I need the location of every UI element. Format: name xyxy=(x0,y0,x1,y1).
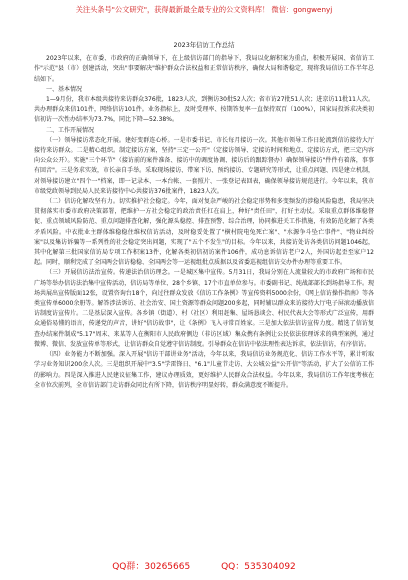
document-body xyxy=(34,40,374,391)
paragraph-work-1: （一）领导接访常态化开展。建好变群连心桥。一是市委书记、市长每月接访一次。其他市领导工作日轮流到信访接待大厅接待来访群众。二是精心组织。制定接访方案，坚持"三定一公开"（定接访领导、定接访时间和地点、定接访方式，把三定内容向公众公开）。实施"三个环节"（接访前的案件准备、接访中的调度协调、接访后的跟踪督办）确保领导接访"件件有着落，事事有回音"。三是务求实效，市长亲自手举。采取现场接访、带案下访、预约接访、专题研究等形式，让重点问题、四是建立机制，对领导接访建立"四个一"档案，即一记录本、一本台帐、一套照片、一张登记表回表，确保领导接访规范进行。今年以来，我市市级党政领导到民局人民来访接待中心共接访376批案件，1823人次。 xyxy=(34,136,374,195)
paragraph-work-2: （二）信访化解攻坚有力。切实推护社会稳定。今年，面对复杂严峻的社会稳定形势和多变频发的涉稳风险隐患，我局坚决贯彻落实市委市政府决策部署，把维护一方社会稳定的政治责任扛在肩上，种好"责任田"，打好主动仗。采取重点群体维稳督促、重点领域风险防范、重点问题排查化解，强化源头稳控、排查预警、综合治理，协同推进关工作措施，有效防范化解了各类矛盾风险。中衣批业主群体维稳稳住维权信访活动，及时稳妥处置了"横村院电兔死亡案"、"水源争斗坠亡事件"、"物业纠纷案"以及集访诉骗等一系列性的社会稳定突出问题，实现了"五个不发生"的目标。今年以来，共接访处访各类信访问题1046起，其中化解第三批国家信访局专项工作积案13件，化解各类初信初访案件106件，成功息诉信访老户2人，外国访起歪至家户12起。同时，顺利完成了全国两会信访稳稳、全国两会等一运视组批点质据以及省委巡视组信访交办件办理等重要工作。 xyxy=(34,198,374,267)
paragraph-work-4: （四）业务能力不断加强。深入开展"信访干部讲业务"活动，今年以来，我局信访业务规范化、信访工作水平等，累计听取学习业务知识200余人次。三是组织开展中"3.5"学雷锋日、"6.1"儿童节走访、大公城公益"公开信"等活动，扩大了公信访工作的影响力。四是深入推进人民建议征集工作，建议办理质效，更好维护人民群众合法权益。今年以来，我局信访工作年度考核在全市位次前列，全市信访部门走访群众同比有所下降，信访秩序明显好转，群众满意度不断提升。 xyxy=(34,351,374,389)
promo-header-text: 关注头条号"公文研究"，获得最新最全最专业的公文资料库！ 微信：gongwenyj xyxy=(75,5,333,14)
contact-footer xyxy=(0,559,408,572)
paragraph-intro: 2023年以来，在市委、市政府的正确领导下，在上级信访部门的指导下，我局以化解积案为重点，积极开展国、省信访工作"示范"县（市）创建活动，突出"事要解决"维护群众合法权益和正常信访秩序，确保大局和谐稳定，现将我局信访工作半年总结如下。 xyxy=(34,55,374,83)
section-heading-basic: 一、基本情况 xyxy=(46,85,83,93)
paragraph-basic: 1—9月份，我市本级共接待来访群众376批，1823人次，到衡访30批52人次；省市访27批51人次；进京访11批11人次。共办理群众来信101件，网络信访101件。业务指标上，及时受理率、按期答复率一直保持双百（100%），国家局投诉求决类初信初访一次性办结率为73.7%，同比下降—52.38%。 xyxy=(34,96,374,124)
document-title: 2023年信访工作总结 xyxy=(173,41,235,49)
paragraph-work-3: （三）开展信访法治宣传。传递法治信访理念。一是城区集中宣传。5月31日，我局分别在人流量较大的市政府广场和市民广场等举办信访法治集中宣传活动，信访局等单位、28个乡镇、17个市直单位参与。市委副书记、纯战部部长到场指导工作。现场共展出宣传版面12张，设置咨询台18个，向过往群众发放《信访工作条例》等宣传资料5000余份，《网上信访操作指南》等各类宣传单6000余册等。解答涉法诉访、社会治安、国土资源等群众问题200多起，同时辅以群众来访接待大厅电子屏滚动播放信访制度访宣传片。二是基层深入宣传。各乡镇（街道）、村（社区）利用赶集、屋场恳谈会、村民代表大会等形式广泛宣传，用群众通俗易懂的语言，传递党的声音，讲好"信访故事"，让《条例》飞入寻常百姓家。三是加大依法信访宣传力度。精选了信访复查办结案件制成"5.17"周末、来某等人在衡阳市人民政府侧边（非访区域）集众携有条例让公民依法依理诉求的典型案例，通过微博、微信、发放宣传单等形式，让信访群众自觉遵守信访制度。引导群众在信访中依法理性表达诉求，依法信访，有序信访。 xyxy=(34,269,374,348)
promo-header xyxy=(0,5,408,14)
section-heading-work: 二、工作开展情况 xyxy=(46,126,95,134)
qq-text: QQ：535304092 xyxy=(221,562,296,572)
qq-group-text: QQ群：30265665 xyxy=(112,562,191,572)
